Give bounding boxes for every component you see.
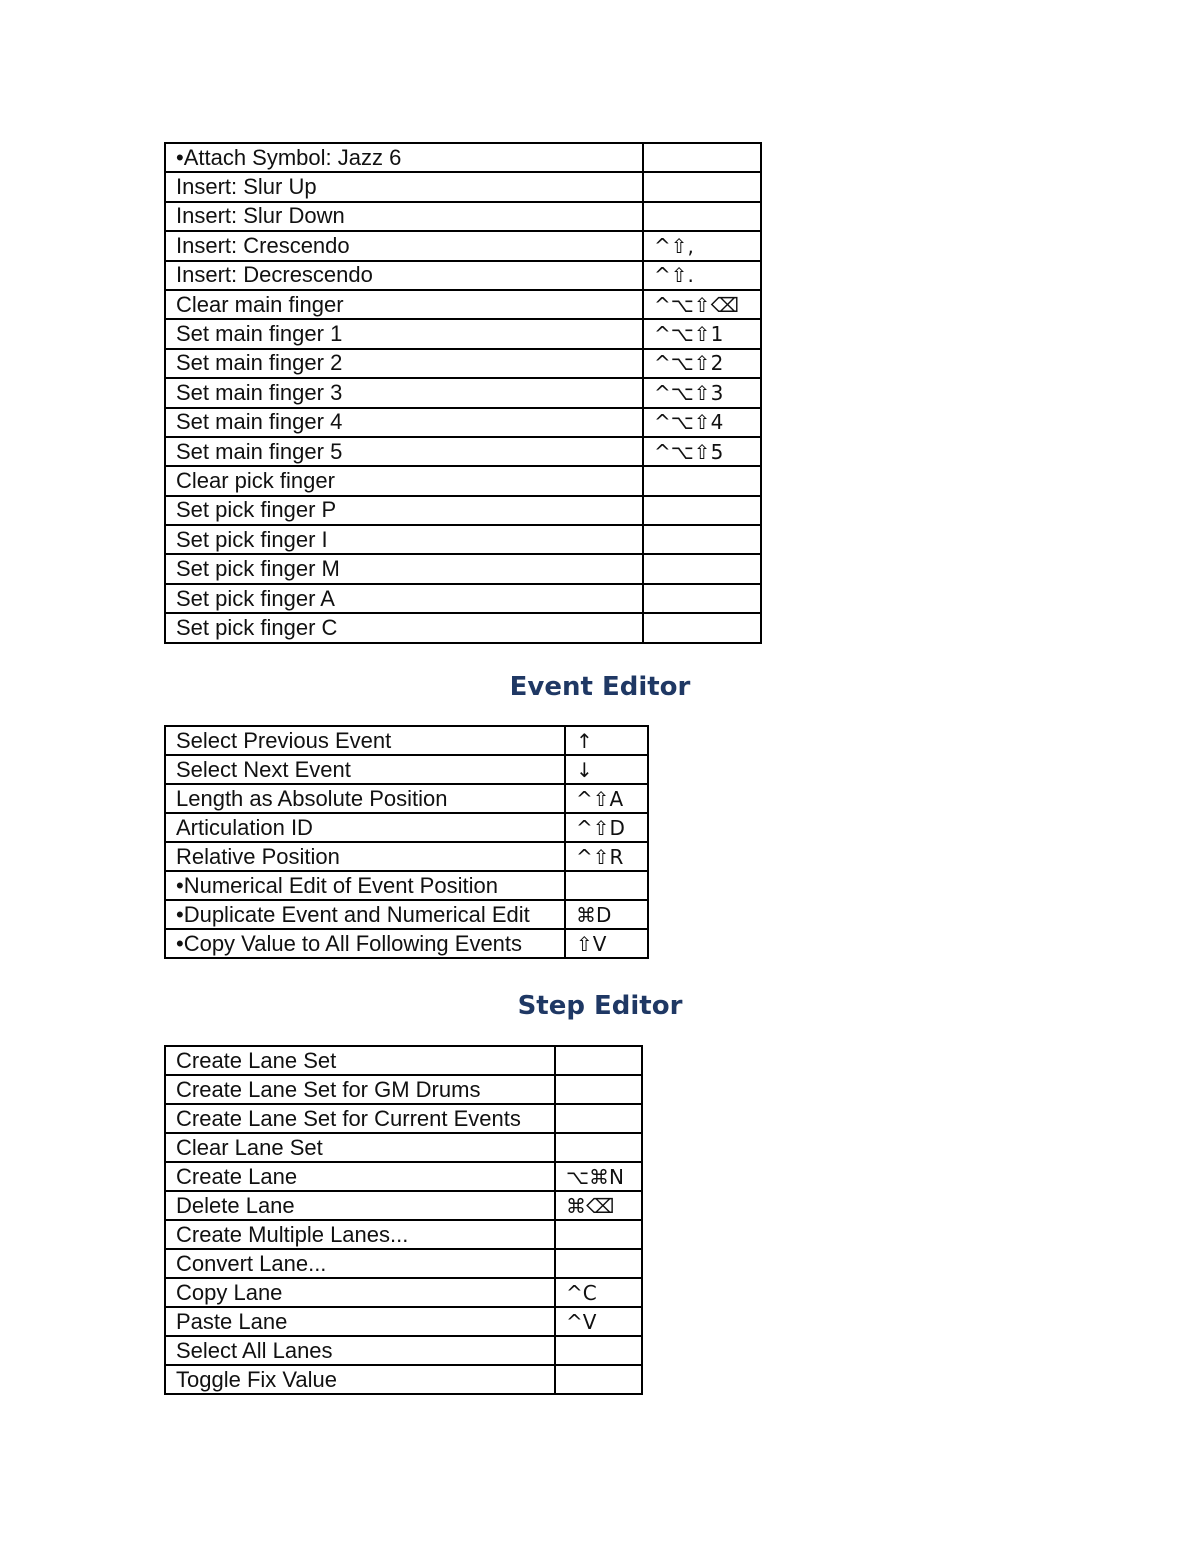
keyboard-shortcut (555, 1249, 642, 1278)
event-editor-shortcut-rows (165, 726, 648, 958)
keyboard-shortcut (643, 466, 761, 495)
keyboard-shortcut: ⇧V (565, 929, 648, 958)
shortcut-row (165, 871, 648, 900)
shortcut-row (165, 1220, 642, 1249)
command-label: Select All Lanes (165, 1336, 555, 1365)
shortcut-row (165, 929, 648, 958)
keyboard-shortcut (555, 1220, 642, 1249)
keyboard-shortcut (555, 1104, 642, 1133)
keyboard-shortcut (555, 1336, 642, 1365)
command-label: Insert: Decrescendo (165, 261, 643, 290)
keyboard-shortcut: ^⇧. (643, 261, 761, 290)
shortcut-row (165, 466, 761, 495)
step-editor-heading: Step Editor (517, 991, 683, 1021)
command-label: Length as Absolute Position (165, 784, 565, 813)
shortcut-row (165, 1162, 642, 1191)
command-label: Articulation ID (165, 813, 565, 842)
command-label: Select Previous Event (165, 726, 565, 755)
keyboard-shortcut: ⌘D (565, 900, 648, 929)
shortcut-row (165, 525, 761, 554)
shortcut-row (165, 349, 761, 378)
shortcut-row (165, 1249, 642, 1278)
command-label: Insert: Slur Down (165, 202, 643, 231)
keyboard-shortcut (643, 202, 761, 231)
command-label: Relative Position (165, 842, 565, 871)
keyboard-shortcut: ^C (555, 1278, 642, 1307)
command-label: Clear Lane Set (165, 1133, 555, 1162)
shortcut-row (165, 842, 648, 871)
keyboard-shortcut (643, 554, 761, 583)
shortcut-row (165, 813, 648, 842)
keyboard-shortcut: ^⌥⇧3 (643, 378, 761, 407)
command-label: Set pick finger A (165, 584, 643, 613)
command-label: •Numerical Edit of Event Position (165, 871, 565, 900)
command-label: Set pick finger P (165, 496, 643, 525)
shortcut-row (165, 613, 761, 642)
command-label: Create Lane Set for GM Drums (165, 1075, 555, 1104)
keyboard-shortcut: ^⇧R (565, 842, 648, 871)
command-label: •Copy Value to All Following Events (165, 929, 565, 958)
event-editor-shortcut-table (164, 725, 649, 959)
shortcut-row (165, 231, 761, 260)
shortcut-row (165, 378, 761, 407)
shortcut-row (165, 554, 761, 583)
event-editor-heading: Event Editor (509, 672, 691, 702)
keyboard-shortcut (565, 871, 648, 900)
keyboard-shortcut (555, 1365, 642, 1394)
command-label: Create Lane Set (165, 1046, 555, 1075)
command-label: Convert Lane... (165, 1249, 555, 1278)
command-label: •Attach Symbol: Jazz 6 (165, 143, 643, 172)
command-label: Clear main finger (165, 290, 643, 319)
shortcut-row (165, 1278, 642, 1307)
command-label: Clear pick finger (165, 466, 643, 495)
command-label: Create Lane (165, 1162, 555, 1191)
keyboard-shortcut (643, 143, 761, 172)
shortcut-row (165, 408, 761, 437)
notation-shortcut-rows (165, 143, 761, 643)
command-label: Set pick finger M (165, 554, 643, 583)
keyboard-shortcut: ⌘⌫ (555, 1191, 642, 1220)
shortcut-row (165, 1365, 642, 1394)
shortcut-row (165, 784, 648, 813)
command-label: Toggle Fix Value (165, 1365, 555, 1394)
command-label: Set pick finger C (165, 613, 643, 642)
keyboard-shortcut: ^⇧A (565, 784, 648, 813)
shortcut-row (165, 1133, 642, 1162)
keyboard-shortcut: ^⌥⇧1 (643, 319, 761, 348)
shortcut-row (165, 1046, 642, 1075)
shortcut-row (165, 1191, 642, 1220)
keyboard-shortcut: ^⇧, (643, 231, 761, 260)
keyboard-shortcut (643, 496, 761, 525)
keyboard-shortcut: ↑ (565, 726, 648, 755)
step-editor-shortcut-rows (165, 1046, 642, 1394)
shortcut-row (165, 261, 761, 290)
shortcut-row (165, 172, 761, 201)
keyboard-shortcut (555, 1046, 642, 1075)
command-label: Set main finger 3 (165, 378, 643, 407)
shortcut-row (165, 143, 761, 172)
keyboard-shortcut (643, 172, 761, 201)
keyboard-shortcut (555, 1133, 642, 1162)
command-label: Select Next Event (165, 755, 565, 784)
command-label: Set main finger 1 (165, 319, 643, 348)
shortcut-row (165, 1104, 642, 1133)
command-label: Set main finger 4 (165, 408, 643, 437)
command-label: Insert: Slur Up (165, 172, 643, 201)
shortcut-row (165, 1075, 642, 1104)
keyboard-shortcut: ^⌥⇧5 (643, 437, 761, 466)
keyboard-shortcut: ^V (555, 1307, 642, 1336)
keyboard-shortcut: ^⇧D (565, 813, 648, 842)
shortcut-row (165, 496, 761, 525)
step-editor-shortcut-table (164, 1045, 643, 1395)
shortcut-row (165, 437, 761, 466)
keyboard-shortcut: ^⌥⇧2 (643, 349, 761, 378)
keyboard-shortcut: ^⌥⇧⌫ (643, 290, 761, 319)
shortcut-row (165, 202, 761, 231)
command-label: Insert: Crescendo (165, 231, 643, 260)
keyboard-shortcut: ⌥⌘N (555, 1162, 642, 1191)
keyboard-shortcut (555, 1075, 642, 1104)
command-label: Create Lane Set for Current Events (165, 1104, 555, 1133)
command-label: Delete Lane (165, 1191, 555, 1220)
notation-shortcut-table (164, 142, 762, 644)
command-label: Set main finger 5 (165, 437, 643, 466)
keyboard-shortcut (643, 525, 761, 554)
keyboard-shortcut: ↓ (565, 755, 648, 784)
shortcut-row (165, 1336, 642, 1365)
shortcut-row (165, 584, 761, 613)
shortcut-row (165, 726, 648, 755)
shortcut-row (165, 290, 761, 319)
shortcut-row (165, 319, 761, 348)
shortcut-row (165, 900, 648, 929)
command-label: Set main finger 2 (165, 349, 643, 378)
keyboard-shortcut: ^⌥⇧4 (643, 408, 761, 437)
command-label: •Duplicate Event and Numerical Edit (165, 900, 565, 929)
shortcut-row (165, 1307, 642, 1336)
keyboard-shortcut (643, 584, 761, 613)
keyboard-shortcut (643, 613, 761, 642)
command-label: Set pick finger I (165, 525, 643, 554)
command-label: Create Multiple Lanes... (165, 1220, 555, 1249)
command-label: Copy Lane (165, 1278, 555, 1307)
command-label: Paste Lane (165, 1307, 555, 1336)
shortcut-row (165, 755, 648, 784)
